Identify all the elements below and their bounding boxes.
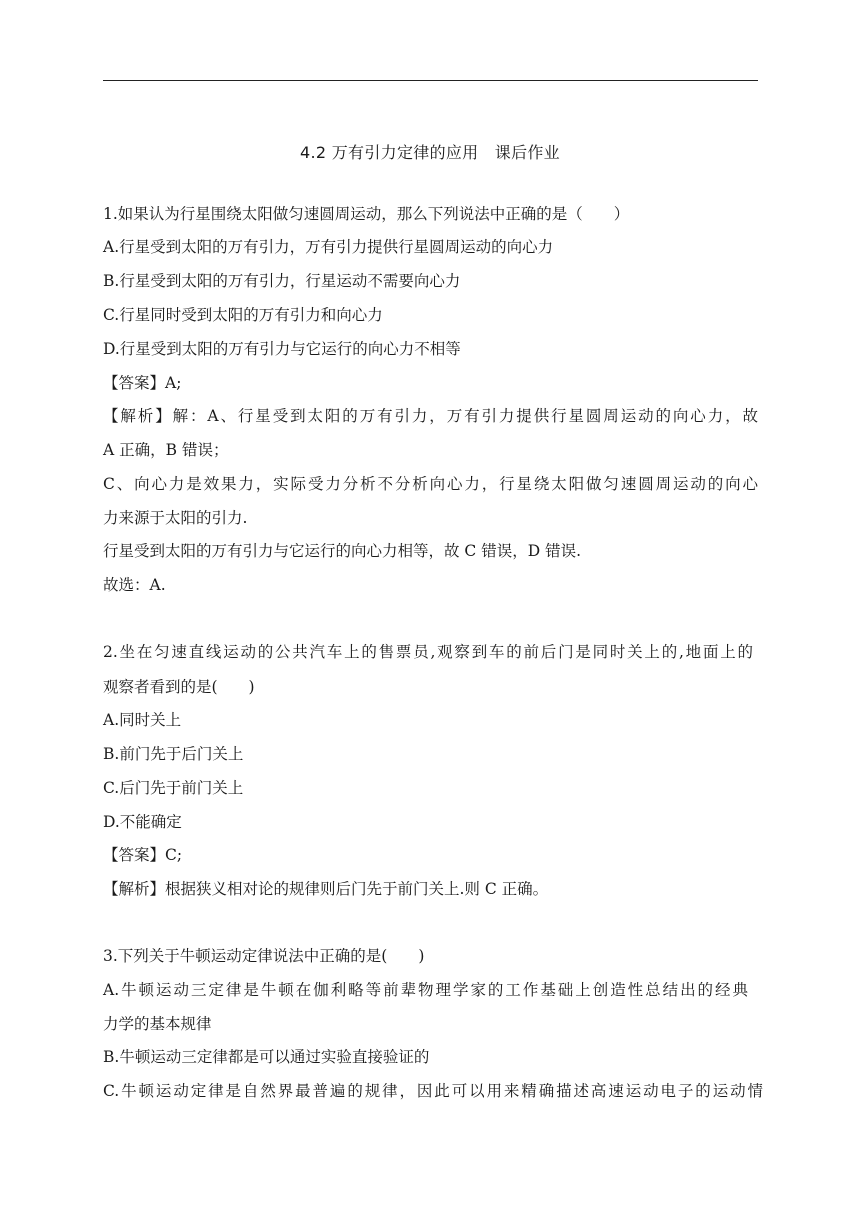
q1-option-b: B.行星受到太阳的万有引力，行星运动不需要向心力 bbox=[103, 272, 461, 290]
q3-option-a: A.牛顿运动三定律是牛顿在伽利略等前辈物理学家的工作基础上创造性总结出的经典 bbox=[103, 981, 748, 999]
q3-option-b: B.牛顿运动三定律都是可以通过实验直接验证的 bbox=[103, 1048, 430, 1066]
header-rule bbox=[103, 80, 758, 81]
q1-option-d: D.行星受到太阳的万有引力与它运行的向心力不相等 bbox=[103, 340, 461, 358]
q2-stem: 2.坐在匀速直线运动的公共汽车上的售票员,观察到车的前后门是同时关上的,地面上的 bbox=[103, 643, 753, 661]
q1-analysis-line: 故选：A. bbox=[103, 576, 166, 594]
q2-answer: 【答案】C; bbox=[103, 846, 183, 864]
page-title: 4.2 万有引力定律的应用 课后作业 bbox=[300, 143, 560, 162]
q2-option-d: D.不能确定 bbox=[103, 813, 182, 831]
q1-answer: 【答案】A; bbox=[103, 374, 182, 392]
q1-analysis-line: 力来源于太阳的引力. bbox=[103, 509, 248, 527]
q2-stem: 观察者看到的是( ) bbox=[103, 678, 255, 696]
q3-option-a: 力学的基本规律 bbox=[103, 1015, 212, 1033]
q3-stem: 3.下列关于牛顿运动定律说法中正确的是( ) bbox=[103, 947, 425, 965]
q1-analysis-line: 【解析】解：A、行星受到太阳的万有引力，万有引力提供行星圆周运动的向心力，故 bbox=[103, 407, 758, 425]
q1-stem: 1.如果认为行星围绕太阳做匀速圆周运动，那么下列说法中正确的是（ ） bbox=[103, 205, 630, 223]
q1-analysis-line: A 正确，B 错误； bbox=[103, 441, 229, 459]
q2-option-b: B.前门先于后门关上 bbox=[103, 745, 244, 763]
q1-option-a: A.行星受到太阳的万有引力，万有引力提供行星圆周运动的向心力 bbox=[103, 238, 554, 256]
q2-option-c: C.后门先于前门关上 bbox=[103, 779, 244, 797]
q1-analysis-line: 行星受到太阳的万有引力与它运行的向心力相等，故 C 错误，D 错误. bbox=[103, 542, 581, 560]
q3-option-c: C.牛顿运动定律是自然界最普遍的规律，因此可以用来精确描述高速运动电子的运动情 bbox=[103, 1082, 763, 1100]
q2-analysis: 【解析】根据狭义相对论的规律则后门先于前门关上.则 C 正确。 bbox=[103, 880, 549, 898]
q2-option-a: A.同时关上 bbox=[103, 711, 182, 729]
q1-option-c: C.行星同时受到太阳的万有引力和向心力 bbox=[103, 306, 383, 324]
q1-analysis-line: C、向心力是效果力，实际受力分析不分析向心力，行星绕太阳做匀速圆周运动的向心 bbox=[103, 475, 758, 493]
